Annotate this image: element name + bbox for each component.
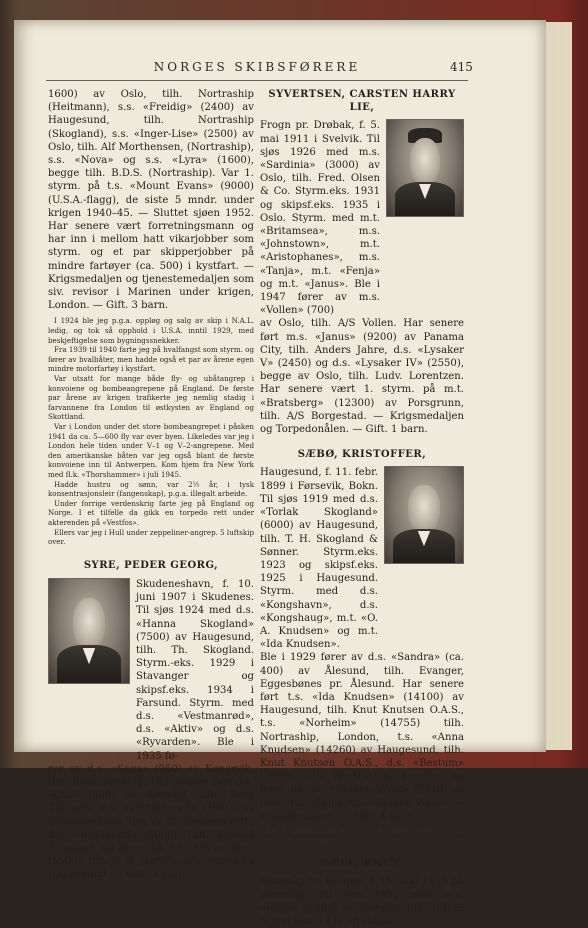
note-paragraph: Hadde hustru og sønn, var 2½ år, i tysk konsentrasjonsleir (fangenskap), p.g.a. illegalt arbeide. [48, 479, 254, 499]
entry-text-saele: Blomvåg pr. Bergen, f. 15. mai 1913 på Blomvåg. Til sjøs 1931 med m.s. «Rigel» (6800) av Bergen, tilh. B.D.S. Styrm.eks. 1937 og skipsf.- [260, 876, 464, 927]
header-rule [46, 80, 468, 81]
entry-text-syre-continued: rer av d.s. «Saga» (950) av Kopervik, tilh. Elias Sandvig. Har senere ført d.s. «Olli» (800) av Arendal, tilh. Berg Thorsen, d.s. «Vestmanrød» (1040) av Skudeneshavn, tilh. O. G. Gjessens Eftf., d.s. «Røyksund» (1000), tilh. Sigvald Risanger, og fører nå d.s. «Ryvarden» (5500), tilh. F. N. Nordbø A/S, begge av Haugesund. — Gift. 3 barn. [48, 763, 254, 881]
left-column [48, 88, 254, 882]
entry-text-syvertsen-continued: av Oslo, tilh. A/S Vollen. Har senere ført m.s. «Janus» (9200) av Panama City, tilh. Anders Jahre, d.s. «Lysaker V» (2450) og d.s. «Lysaker IV» (2550), begge av Oslo, tilh. Ludv. Lorentzen. Har senere vært 1. styrm. på m.t. «Bratsberg» (12300) av Porsgrunn, tilh. A/S Borgestad. — Krigsmedaljen og Torpedonålen. — Gift. 1 barn. [260, 318, 464, 436]
note-paragraph: Ellers var jeg i Hull under zeppeliner-angrep. 5 luftskip over. [48, 527, 254, 547]
entry-heading-syre: SYRE, PEDER GEORG, [83, 559, 219, 571]
note-paragraph: Var i London under det store bombeangrepet i påsken 1941 da ca. 5—600 fly var over byen. Likeledes var jeg i London hele tiden under V–1 og V–2-angrepene. Med den amerikanske båten var jeg også blant de første konvoiene inn til Antwerpen. Kom hjem fra New York med fl.k. «Thorshammer» i juli 1945. [48, 421, 254, 479]
note-paragraph: Fra 1939 til 1940 farte jeg på hvalfangst som styrm. og fører av hvalbåter, men hadde også et par av årene egen mindre motorfartøy i kystfart. [48, 345, 254, 374]
continued-entry-text: 1600) av Oslo, tilh. Nortraship (Heitmann), s.s. «Freidig» (2400) av Haugesund, tilh. Nortraship (Skogland), s.s. «Inger-Lise» (2500) av Oslo, tilh. Alf Morthensen, (Nortraship), s.s. «Nova» og s.s. «Lyra» (1600), begge tilh. B.D.S. (Nortraship). Var 1. styrm. på t.s. «Mount Evans» (9000) (U.S.A.-flagg), de siste 5 mndr. under krigen 1940–45. — Sluttet sjøen 1952. Har senere vært forretningsmann og har inn i mellom hatt vikarjobber som styrm. og et par skipperjobber på mindre fartøyer (ca. 500) i kystfart. — Krigsmedaljen og tjenestemedaljen som siv. revisor i Marinen under krigen, London. — Gift. 3 barn. [48, 89, 254, 312]
entry-text-saebo: Haugesund, f. 11. febr. 1899 i Førsevik, Bokn. Til sjøs 1919 med d.s. «Torlak Skogland» (6000) av Haugesund, tilh. T. H. Skogland & Sønner. Styrm.eks. 1923 og skipsf.eks. 1925 i Haugesund. Styrm. med d.s. «Kongshavn», d.s. «Kongshaug», m.t. «O. A. Knudsen» og m.t. «Ida Knudsen». [260, 467, 378, 651]
page-edges [546, 22, 572, 750]
note-paragraph: Var utsatt for mange både fly- og ubåtangrep i konvoiene og bombeangrepene på England. De første par årene av krigen trafikerte jeg nemlig stadig i farvannene fra London til østkysten av England og Skottland. [48, 374, 254, 422]
entry-heading-saebo: SÆBØ, KRISTOFFER, [297, 449, 427, 461]
portrait-photo-syre [48, 578, 130, 684]
right-column [260, 88, 464, 928]
entry-text-syvertsen: Frogn pr. Drøbak, f. 5. mai 1911 i Svelvik. Til sjøs 1926 med m.s. «Sardinia» (3000) av Oslo, tilh. Fred. Olsen & Co. Styrm.eks. 1931 og skipsf.eks. 1935 i Oslo. Styrm. med m.t. «Britamsea», m.s. «Johnstown», m.t. «Aristophanes», m.s. «Tanja», m.t. «Fenja» og m.t. «Janus». Ble i 1947 fører av m.s. «Vollen» (700) [260, 120, 380, 317]
portrait-photo-saebo [384, 466, 464, 564]
entry-text-saebo-continued: Ble i 1929 fører av d.s. «Sandra» (ca. 400) av Ålesund, tilh. Evanger, Eggesbønes pr. Ålesund. Har senere ført t.s. «Ida Knudsen» (14100) av Haugesund, tilh. Knut Knutsen O.A.S., t.s. «Norheim» (14755) tilh. Nortraship, London, t.s. «Anna Knudsen» (14260) av Haugesund, tilh. Knut Knutsen O.A.S., d.s. «Bestum» (3600), tilh. Nortraship, London, og fører nå t.s. «Golden West» (7420) av Oslo, tilh. Skips A/S «Golden West». — Krigsmedaljen. — Gift. 4 barn. [260, 652, 464, 822]
entry-heading-syvertsen: SYVERTSEN, CARSTEN HARRY LIE, [268, 89, 456, 114]
note-paragraph: Under forrige verdenskrig farte jeg på England og Norge. I et tilfelle da gikk en torpedo rett under akterenden på «Vestfos». [48, 498, 254, 527]
page-number: 415 [450, 60, 473, 74]
entry-heading-saele: SÆLE, KNUT, [321, 858, 403, 870]
entry-text-syre: Skudeneshavn, f. 10. juni 1907 i Skudenes. Til sjøs 1924 med d.s. «Hanna Skogland» (7500) av Haugesund, tilh. Th. Skogland. Styrm.-eks. 1929 i Stavanger og skipsf.eks. 1934 i Farsund. Styrm. med d.s. «Vestmanrød», d.s. «Aktiv» og d.s. «Ryvarden». Ble i 1935 fø- [136, 578, 254, 762]
running-title: NORGES SKIBSFØRERE [153, 60, 361, 74]
entry-note-saebo: Ble torpedert med m.t. «Ida Knudsen» den 21. juli 1941. Mistet 5 mann. [260, 825, 464, 845]
note-paragraph: I 1924 ble jeg p.g.a. oppløg og salg av skip i N.A.L. ledig, og tok så opphold i U.S.A. inntil 1929, med beskjeftigelse som bygningssnekker. [48, 316, 254, 345]
portrait-photo-syvertsen [386, 119, 464, 217]
